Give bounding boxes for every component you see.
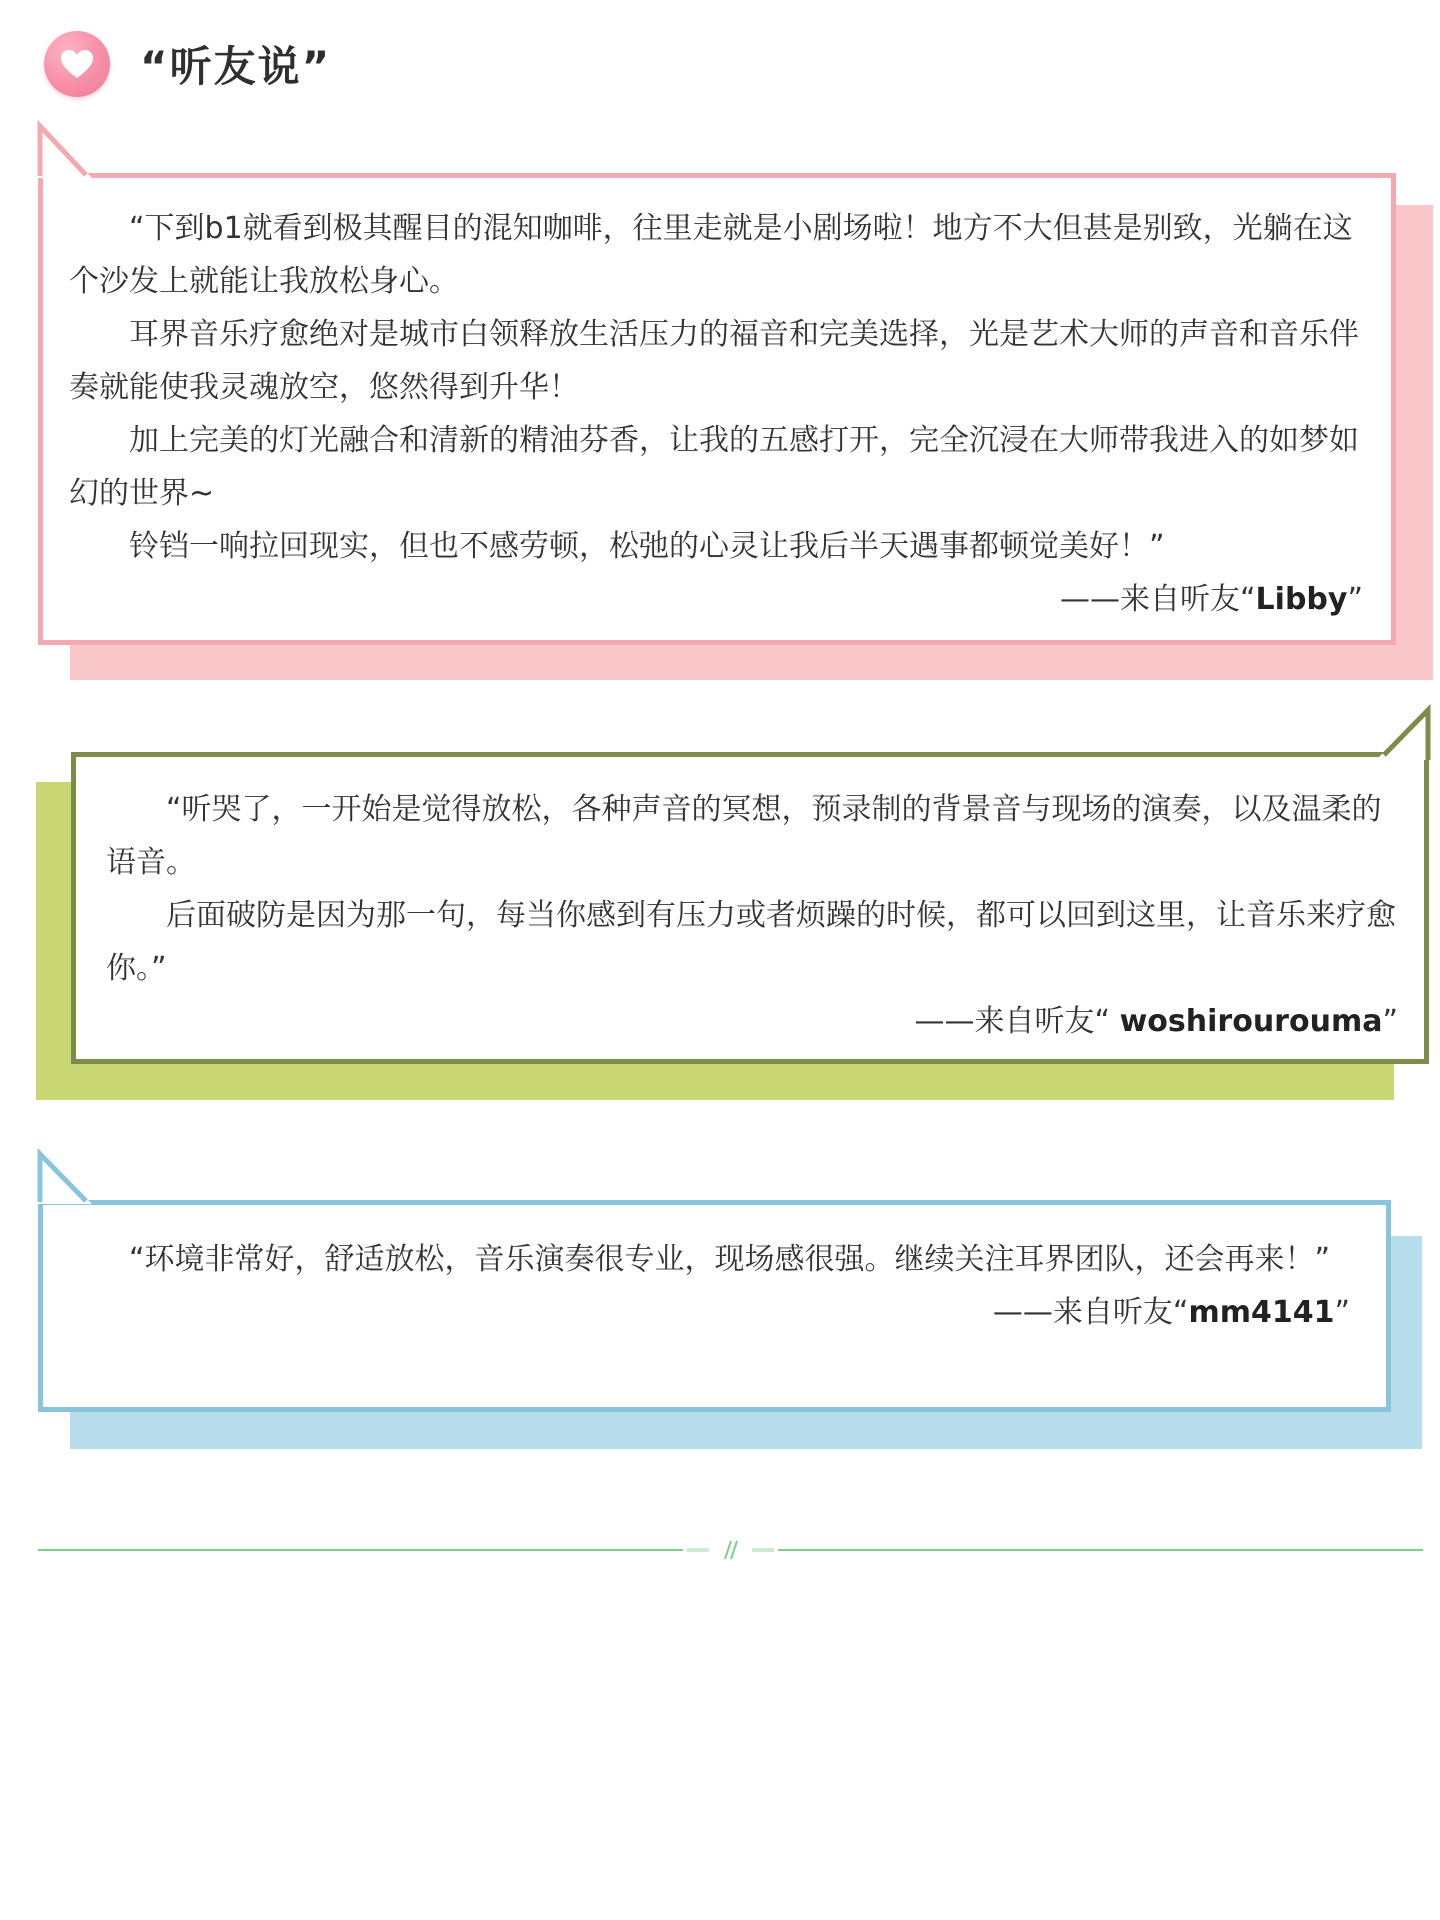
speech-tail <box>34 1150 94 1206</box>
section-divider <box>38 1540 1423 1560</box>
quote-card <box>38 1200 1391 1412</box>
speech-tail <box>1376 704 1434 762</box>
section-header <box>44 26 331 102</box>
page-title: “听友说” <box>140 42 332 91</box>
attribution-suffix: ” <box>1347 582 1363 617</box>
quote-card <box>38 173 1396 645</box>
listener-name: mm4141 <box>1188 1295 1335 1330</box>
quote-paragraph: 加上完美的灯光融合和清新的精油芬香，让我的五感打开，完全沉浸在大师带我进入的如梦如幻的世界~ <box>69 423 1359 511</box>
attribution-prefix: ——来自听友“ <box>914 1004 1120 1039</box>
quote-text <box>76 783 1424 1048</box>
double-slash-icon <box>683 1540 778 1560</box>
quote-paragraph: “听哭了，一开始是觉得放松，各种声音的冥想，预录制的背景音与现场的演奏，以及温柔的语音。 <box>106 792 1382 880</box>
listener-name: Libby <box>1255 582 1348 617</box>
quote-paragraph: 耳界音乐疗愈绝对是城市白领释放生活压力的福音和完美选择，光是艺术大师的声音和音乐伴奏就能使我灵魂放空，悠然得到升华！ <box>69 317 1359 405</box>
attribution-prefix: ——来自听友“ <box>992 1295 1189 1330</box>
quote-text <box>43 1233 1386 1339</box>
quote-card <box>71 752 1429 1064</box>
quote-paragraph: “下到b1就看到极其醒目的混知咖啡，往里走就是小剧场啦！地方不大但甚是别致，光躺在这个沙发上就能让我放松身心。 <box>69 211 1353 299</box>
quote-attribution <box>106 995 1398 1048</box>
quote-paragraph: “环境非常好，舒适放松，音乐演奏很专业，现场感很强。继续关注耳界团队，还会再来！” <box>129 1242 1331 1277</box>
divider-line <box>778 1549 1423 1551</box>
attribution-suffix: ” <box>1382 1004 1398 1039</box>
quote-paragraph: 后面破防是因为那一句，每当你感到有压力或者烦躁的时候，都可以回到这里，让音乐来疗愈你。” <box>106 898 1396 986</box>
quote-text <box>43 202 1391 626</box>
speech-tail <box>34 122 94 180</box>
divider-line <box>38 1549 683 1551</box>
quote-attribution <box>69 573 1363 626</box>
listener-name: woshirourouma <box>1119 1004 1383 1039</box>
attribution-prefix: ——来自听友“ <box>1060 582 1256 617</box>
heart-badge <box>44 31 110 97</box>
attribution-suffix: ” <box>1334 1295 1350 1330</box>
quote-attribution <box>69 1286 1350 1339</box>
quote-paragraph: 铃铛一响拉回现实，但也不感劳顿，松弛的心灵让我后半天遇事都顿觉美好！” <box>129 529 1165 564</box>
heart-icon <box>60 49 94 79</box>
